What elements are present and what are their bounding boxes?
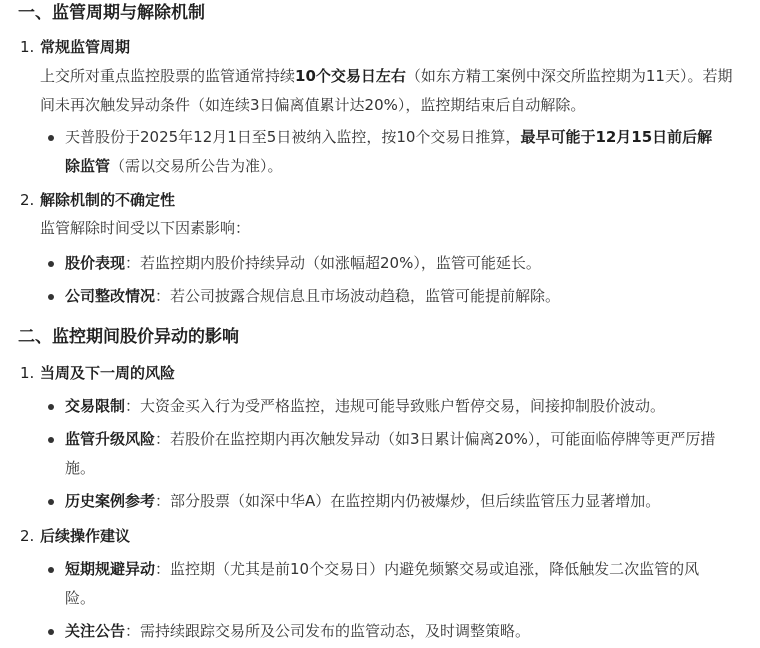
list-item	[48, 487, 720, 516]
bold-run: 10个交易日左右	[295, 67, 406, 85]
list-number: 1.	[20, 38, 35, 56]
list-item-text	[65, 392, 720, 421]
subheading-weekly-risk	[20, 362, 175, 384]
subheading-operation-advice	[20, 525, 130, 547]
text-run: ：若公司披露合规信息且市场波动趋稳，监管可能提前解除。	[155, 287, 561, 305]
subheading-title: 当周及下一周的风险	[40, 364, 176, 382]
bold-run: 股价表现	[65, 254, 126, 272]
bullet-dot	[48, 499, 54, 505]
bold-run: 交易限制	[65, 397, 126, 415]
list-item	[48, 249, 720, 278]
text-run: （需以交易所公告为准）。	[110, 157, 283, 175]
bold-run: 短期规避异动	[65, 560, 156, 578]
list-number: 2.	[20, 191, 35, 209]
list-item-text	[65, 123, 720, 181]
bold-run: 关注公告	[65, 622, 126, 640]
section-heading-1: 一、监管周期与解除机制	[18, 3, 205, 23]
bold-run: 公司整改情况	[65, 287, 156, 305]
list-item-text	[65, 617, 720, 646]
bullet-dot	[48, 567, 54, 573]
bullet-dot	[48, 629, 54, 635]
subheading-title: 后续操作建议	[40, 527, 131, 545]
subheading-title: 常规监管周期	[40, 38, 131, 56]
list-item-text	[65, 282, 720, 311]
list-item-text	[65, 487, 720, 516]
list-item	[48, 392, 720, 421]
subheading-regular-cycle	[20, 36, 130, 58]
bullet-dot	[48, 404, 54, 410]
bold-run: 监管升级风险	[65, 430, 156, 448]
list-item	[48, 282, 720, 311]
text-run: （如东方精工案例中深交所监控期为11天）。若期间未再次触发异动条件（如连续3日偏离值累计达20%），监控期结束后自动解除。	[40, 67, 733, 114]
text-run: ：若股价在监控期内再次触发异动（如3日累计偏离20%），可能面临停牌等更严厉措施。	[65, 430, 716, 477]
bullet-dot	[48, 135, 54, 141]
bullet-dot	[48, 261, 54, 267]
text-run: ：部分股票（如深中华A）在监控期内仍被爆炒，但后续监管压力显著增加。	[155, 492, 661, 510]
list-item	[48, 123, 720, 181]
list-number: 2.	[20, 527, 35, 545]
list-item-text	[65, 425, 720, 483]
bold-run: 历史案例参考	[65, 492, 156, 510]
list-item	[48, 617, 720, 646]
text-run: ：监控期（尤其是前10个交易日）内避免频繁交易或追涨，降低触发二次监管的风险。	[65, 560, 700, 607]
bullet-dot	[48, 437, 54, 443]
list-item	[48, 555, 720, 613]
list-item-text	[65, 555, 720, 613]
list-number: 1.	[20, 364, 35, 382]
list-item	[48, 425, 720, 483]
text-run: ：需持续跟踪交易所及公司发布的监管动态，及时调整策略。	[125, 622, 531, 640]
subheading-release-uncertainty	[20, 189, 175, 211]
text-run: ：若监控期内股价持续异动（如涨幅超20%），监管可能延长。	[125, 254, 541, 272]
text-run: 天普股份于2025年12月1日至5日被纳入监控，按10个交易日推算，	[65, 128, 521, 146]
bold-run: 最早可能于12月15日前后解除监管	[65, 128, 713, 175]
bullet-dot	[48, 294, 54, 300]
paragraph-release-factors: 监管解除时间受以下因素影响：	[40, 219, 251, 237]
list-item-text	[65, 249, 720, 278]
section-heading-2: 二、监控期间股价异动的影响	[18, 327, 239, 347]
paragraph-regular-cycle	[40, 62, 740, 120]
text-run: ：大资金买入行为受严格监控，违规可能导致账户暂停交易，间接抑制股价波动。	[125, 397, 666, 415]
subheading-title: 解除机制的不确定性	[40, 191, 176, 209]
text-run: 上交所对重点监控股票的监管通常持续	[40, 67, 296, 85]
